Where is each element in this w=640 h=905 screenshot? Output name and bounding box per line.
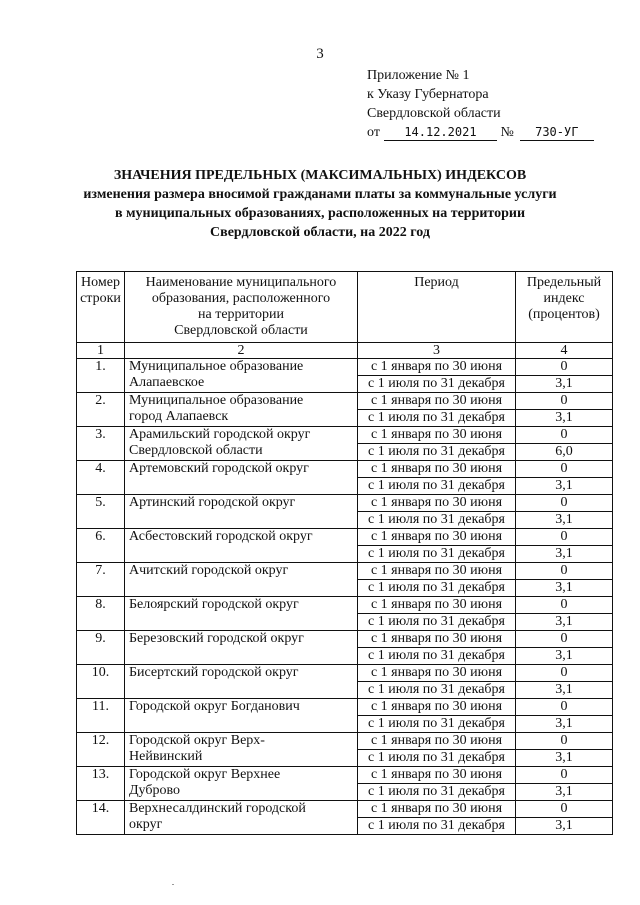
table-row: [77, 563, 613, 580]
table-row: [77, 427, 613, 444]
column-number: 2: [125, 343, 358, 359]
municipality-name-line-2: город Алапаевск: [129, 409, 229, 424]
municipality-name-line-1: Березовский городской округ: [129, 631, 304, 646]
index-first-half: 0: [516, 597, 613, 614]
index-second-half: 3,1: [516, 716, 613, 733]
period-first-half: с 1 января по 30 июня: [358, 393, 516, 410]
municipality-name: [125, 563, 358, 597]
period-first-half: с 1 января по 30 июня: [358, 529, 516, 546]
table-row: [77, 461, 613, 478]
index-second-half: 3,1: [516, 682, 613, 699]
row-number: 2.: [77, 393, 125, 427]
period-second-half: с 1 июля по 31 декабря: [358, 478, 516, 495]
column-number: 1: [77, 343, 125, 359]
municipality-name-line-1: Муниципальное образование: [129, 393, 304, 408]
period-first-half: с 1 января по 30 июня: [358, 767, 516, 784]
header-index-text-2: индекс: [543, 291, 585, 306]
period-first-half: с 1 января по 30 июня: [358, 733, 516, 750]
table-row: [77, 631, 613, 648]
municipality-name-line-1: Асбестовский городской округ: [129, 529, 313, 544]
row-number: 6.: [77, 529, 125, 563]
period-second-half: с 1 июля по 31 декабря: [358, 716, 516, 733]
table-row: [77, 699, 613, 716]
municipality-name-line-1: Арамильский городской округ: [129, 427, 311, 442]
index-second-half: 3,1: [516, 478, 613, 495]
municipality-name-line-1: Белоярский городской округ: [129, 597, 299, 612]
municipality-name: [125, 733, 358, 767]
municipality-name-line-1: Городской округ Богданович: [129, 699, 300, 714]
row-number: 7.: [77, 563, 125, 597]
header-line-number: [77, 272, 125, 343]
title-line-3: в муниципальных образованиях, расположенных на территории: [114, 206, 526, 221]
period-second-half: с 1 июля по 31 декабря: [358, 648, 516, 665]
header-municipality-text-1: Наименование муниципального: [145, 275, 337, 290]
row-number: 1.: [77, 359, 125, 393]
period-second-half: с 1 июля по 31 декабря: [358, 444, 516, 461]
period-first-half: с 1 января по 30 июня: [358, 461, 516, 478]
index-second-half: 3,1: [516, 818, 613, 835]
annex-line-1: Приложение № 1: [367, 68, 470, 83]
table-row: [77, 529, 613, 546]
index-second-half: 3,1: [516, 512, 613, 529]
municipality-name-line-1: Артинский городской округ: [129, 495, 296, 510]
municipality-name-line-1: Городской округ Верх-: [129, 733, 265, 748]
header-index-text-3: (процентов): [528, 307, 600, 322]
index-first-half: 0: [516, 461, 613, 478]
municipality-name-line-1: Бисертский городской округ: [129, 665, 299, 680]
period-second-half: с 1 июля по 31 декабря: [358, 818, 516, 835]
period-first-half: с 1 января по 30 июня: [358, 563, 516, 580]
row-number: 12.: [77, 733, 125, 767]
period-second-half: с 1 июля по 31 декабря: [358, 682, 516, 699]
annex-block: [367, 66, 594, 142]
from-label: от: [367, 125, 380, 140]
period-second-half: с 1 июля по 31 декабря: [358, 750, 516, 767]
municipality-name-line-2: Нейвинский: [129, 749, 203, 764]
header-line-number-text-2: строки: [80, 291, 121, 306]
municipality-name-line-1: Ачитский городской округ: [129, 563, 289, 578]
index-first-half: 0: [516, 699, 613, 716]
period-second-half: с 1 июля по 31 декабря: [358, 784, 516, 801]
row-number: 13.: [77, 767, 125, 801]
municipality-name: [125, 427, 358, 461]
index-second-half: 3,1: [516, 546, 613, 563]
period-second-half: с 1 июля по 31 декабря: [358, 376, 516, 393]
index-second-half: 6,0: [516, 444, 613, 461]
header-index-text-1: Предельный: [526, 275, 602, 290]
municipality-name: [125, 529, 358, 563]
page-number: 3: [316, 46, 324, 62]
title-line-1: ЗНАЧЕНИЯ ПРЕДЕЛЬНЫХ (МАКСИМАЛЬНЫХ) ИНДЕКСОВ: [113, 168, 527, 183]
index-first-half: 0: [516, 495, 613, 512]
table-header-row: [77, 272, 613, 343]
row-number: 3.: [77, 427, 125, 461]
row-number: 11.: [77, 699, 125, 733]
row-number: 4.: [77, 461, 125, 495]
decree-number: 730-УГ: [520, 125, 594, 141]
municipality-name: [125, 461, 358, 495]
index-first-half: 0: [516, 393, 613, 410]
period-second-half: с 1 июля по 31 декабря: [358, 614, 516, 631]
number-label: №: [500, 125, 514, 140]
municipality-name: [125, 495, 358, 529]
index-first-half: 0: [516, 733, 613, 750]
municipality-name: [125, 597, 358, 631]
period-first-half: с 1 января по 30 июня: [358, 427, 516, 444]
index-second-half: 3,1: [516, 648, 613, 665]
index-second-half: 3,1: [516, 614, 613, 631]
table-row: [77, 733, 613, 750]
period-second-half: с 1 июля по 31 декабря: [358, 580, 516, 597]
period-second-half: с 1 июля по 31 декабря: [358, 512, 516, 529]
index-first-half: 0: [516, 563, 613, 580]
document-title: [60, 166, 580, 242]
index-table: [76, 271, 613, 835]
period-first-half: с 1 января по 30 июня: [358, 597, 516, 614]
scan-speck: [172, 884, 174, 885]
row-number: 9.: [77, 631, 125, 665]
municipality-name-line-2: Алапаевское: [129, 375, 205, 390]
period-second-half: с 1 июля по 31 декабря: [358, 410, 516, 427]
index-first-half: 0: [516, 529, 613, 546]
index-first-half: 0: [516, 801, 613, 818]
row-number: 8.: [77, 597, 125, 631]
annex-date-line: [367, 123, 594, 142]
table-row: [77, 597, 613, 614]
period-first-half: с 1 января по 30 июня: [358, 359, 516, 376]
index-first-half: 0: [516, 665, 613, 682]
municipality-name-line-1: Верхнесалдинский городской: [129, 801, 306, 816]
index-first-half: 0: [516, 767, 613, 784]
municipality-name-line-2: округ: [129, 817, 163, 832]
period-first-half: с 1 января по 30 июня: [358, 801, 516, 818]
title-line-2: изменения размера вносимой гражданами платы за коммунальные услуги: [83, 187, 557, 202]
header-municipality-text-3: на территории: [198, 307, 284, 322]
index-first-half: 0: [516, 359, 613, 376]
table-row: [77, 393, 613, 410]
title-line-4: Свердловской области, на 2022 год: [210, 225, 430, 240]
index-second-half: 3,1: [516, 580, 613, 597]
annex-line-2: к Указу Губернатора: [367, 87, 489, 102]
index-second-half: 3,1: [516, 750, 613, 767]
column-number: 3: [358, 343, 516, 359]
municipality-name: [125, 801, 358, 835]
decree-date: 14.12.2021: [384, 125, 497, 141]
index-second-half: 3,1: [516, 376, 613, 393]
municipality-name-line-1: Муниципальное образование: [129, 359, 304, 374]
table-row: [77, 359, 613, 376]
header-index: [516, 272, 613, 343]
header-municipality-text-4: Свердловской области: [174, 323, 308, 338]
index-second-half: 3,1: [516, 784, 613, 801]
index-second-half: 3,1: [516, 410, 613, 427]
row-number: 14.: [77, 801, 125, 835]
period-first-half: с 1 января по 30 июня: [358, 699, 516, 716]
municipality-name-line-2: Дуброво: [129, 783, 181, 798]
municipality-name: [125, 665, 358, 699]
municipality-name-line-2: Свердловской области: [129, 443, 263, 458]
municipality-name: [125, 631, 358, 665]
row-number: 10.: [77, 665, 125, 699]
column-number: 4: [516, 343, 613, 359]
period-second-half: с 1 июля по 31 декабря: [358, 546, 516, 563]
table-row: [77, 495, 613, 512]
municipality-name: [125, 699, 358, 733]
header-municipality: [125, 272, 358, 343]
table-row: [77, 665, 613, 682]
period-first-half: с 1 января по 30 июня: [358, 631, 516, 648]
header-period: Период: [358, 272, 516, 343]
header-line-number-text-1: Номер: [81, 275, 120, 290]
municipality-name-line-1: Артемовский городской округ: [129, 461, 309, 476]
header-municipality-text-2: образования, расположенного: [151, 291, 331, 306]
index-first-half: 0: [516, 631, 613, 648]
municipality-name-line-1: Городской округ Верхнее: [129, 767, 281, 782]
index-first-half: 0: [516, 427, 613, 444]
table-row: [77, 801, 613, 818]
annex-line-3: Свердловской области: [367, 106, 501, 121]
table-row: [77, 767, 613, 784]
municipality-name: [125, 767, 358, 801]
municipality-name: [125, 393, 358, 427]
municipality-name: [125, 359, 358, 393]
column-number-row: [77, 343, 613, 359]
period-first-half: с 1 января по 30 июня: [358, 665, 516, 682]
row-number: 5.: [77, 495, 125, 529]
period-first-half: с 1 января по 30 июня: [358, 495, 516, 512]
